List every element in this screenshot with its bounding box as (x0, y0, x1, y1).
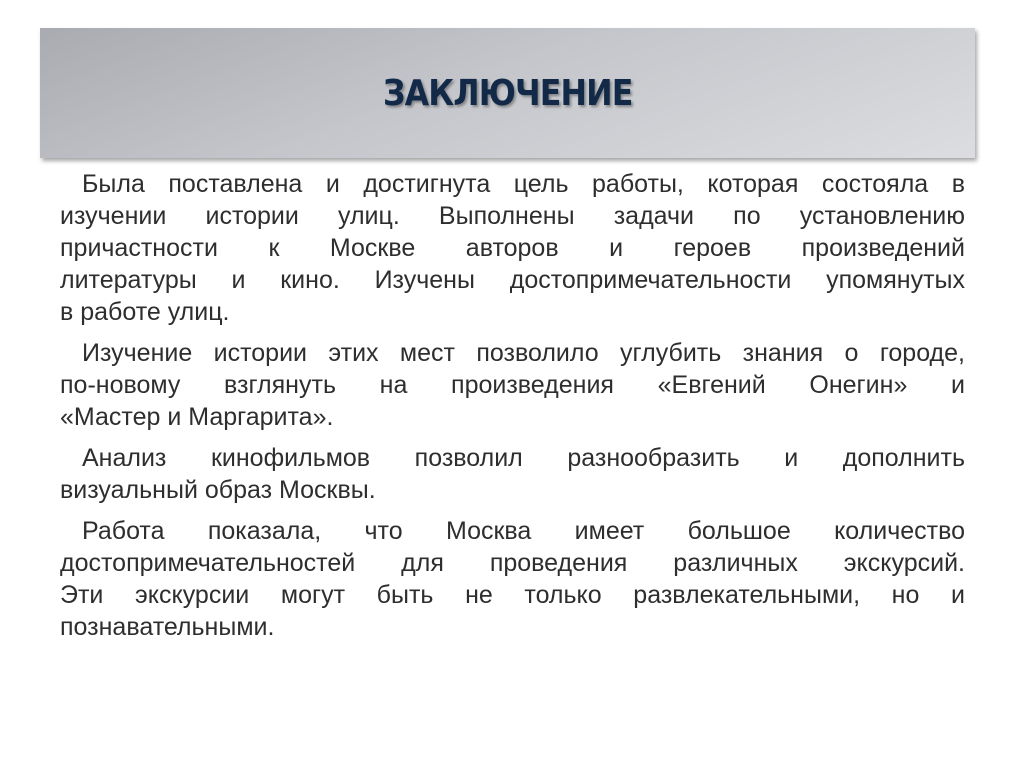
paragraph-line: в работе улиц. (60, 298, 230, 326)
paragraph (60, 168, 965, 328)
paragraph-line: познавательными. (60, 613, 275, 641)
paragraph-line: причастности к Москве авторов и героев произведений (60, 234, 965, 262)
paragraph (60, 442, 965, 506)
slide-title: ЗАКЛЮЧЕНИЕ (382, 72, 633, 114)
title-banner (40, 28, 975, 158)
paragraph-line: «Мастер и Маргарита». (60, 403, 334, 431)
paragraph-line: Изучение истории этих мест позволило углубить знания о городе, (82, 339, 965, 367)
paragraph-line: Работа показала, что Москва имеет большое количество (82, 517, 965, 545)
paragraph-line: литературы и кино. Изучены достопримечательности упомянутых (60, 266, 965, 294)
paragraph (60, 337, 965, 433)
paragraph-line: Эти экскурсии могут быть не только развлекательными, но и (60, 581, 965, 609)
paragraph-line: Анализ кинофильмов позволил разнообразить и дополнить (82, 444, 965, 472)
paragraph-line: изучении истории улиц. Выполнены задачи по установлению (60, 202, 965, 230)
paragraph-line: достопримечательностей для проведения различных экскурсий. (60, 549, 965, 577)
paragraph (60, 515, 965, 643)
paragraph-line: по-новому взглянуть на произведения «Евгений Онегин» и (60, 371, 965, 399)
slide-body (60, 168, 965, 652)
paragraph-line: визуальный образ Москвы. (60, 476, 376, 504)
paragraph-line: Была поставлена и достигнута цель работы, которая состояла в (82, 170, 965, 198)
